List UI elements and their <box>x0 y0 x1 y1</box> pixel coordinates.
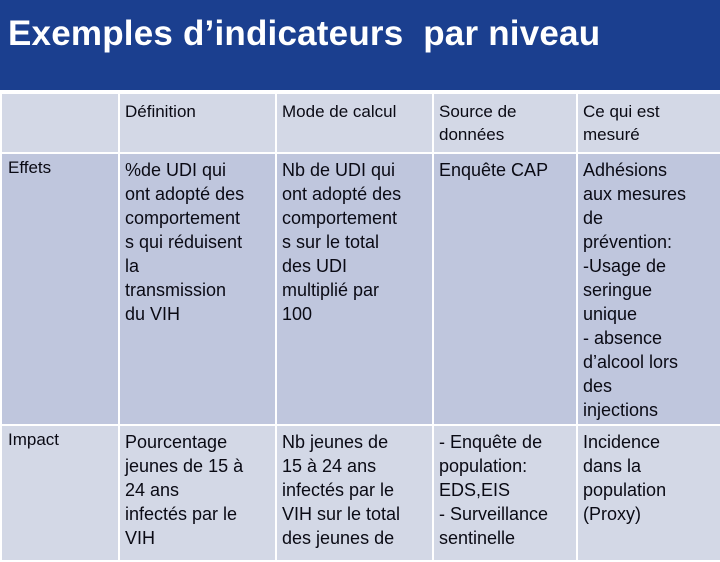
row-level-label: Impact <box>8 430 60 449</box>
source-text: Enquête CAP <box>439 160 549 180</box>
row-level-cell <box>1 153 119 425</box>
header-measured-label: Ce qui est mesuré <box>583 102 660 144</box>
indicators-table <box>0 92 720 562</box>
row-level-label: Effets <box>8 158 52 177</box>
source-text: - Enquête de population: EDS,EIS - Surveillance sentinelle <box>439 432 549 548</box>
measured-text: Incidence dans la population (Proxy) <box>583 432 667 524</box>
measured-cell <box>577 153 720 425</box>
title-bar <box>0 0 720 90</box>
source-cell <box>433 425 577 561</box>
header-cell-calculation <box>276 93 433 153</box>
measured-text: Adhésions aux mesures de prévention: -Usage de seringue unique - absence d’alcool lors des injections <box>583 160 687 420</box>
definition-cell <box>119 153 276 425</box>
header-cell-definition <box>119 93 276 153</box>
calculation-cell <box>276 153 433 425</box>
calculation-text: Nb de UDI qui ont adopté des comportement s sur le total des UDI multiplié par 100 <box>282 160 402 324</box>
calculation-cell <box>276 425 433 561</box>
slide-title: Exemples d’indicateurs par niveau <box>8 14 601 53</box>
measured-cell <box>577 425 720 561</box>
header-source-label: Source de données <box>439 102 517 144</box>
table-row <box>1 425 720 561</box>
calculation-text: Nb jeunes de 15 à 24 ans infectés par le VIH sur le total des jeunes de <box>282 432 401 548</box>
definition-text: %de UDI qui ont adopté des comportement s qui réduisent la transmission du VIH <box>125 160 245 324</box>
table-row <box>1 153 720 425</box>
row-level-cell <box>1 425 119 561</box>
header-calculation-label: Mode de calcul <box>282 102 397 121</box>
header-cell-source <box>433 93 577 153</box>
header-cell-measured <box>577 93 720 153</box>
header-definition-label: Définition <box>125 102 196 121</box>
source-cell <box>433 153 577 425</box>
definition-cell <box>119 425 276 561</box>
definition-text: Pourcentage jeunes de 15 à 24 ans infectés par le VIH <box>125 432 244 548</box>
table-header-row <box>1 93 720 153</box>
header-cell-level <box>1 93 119 153</box>
